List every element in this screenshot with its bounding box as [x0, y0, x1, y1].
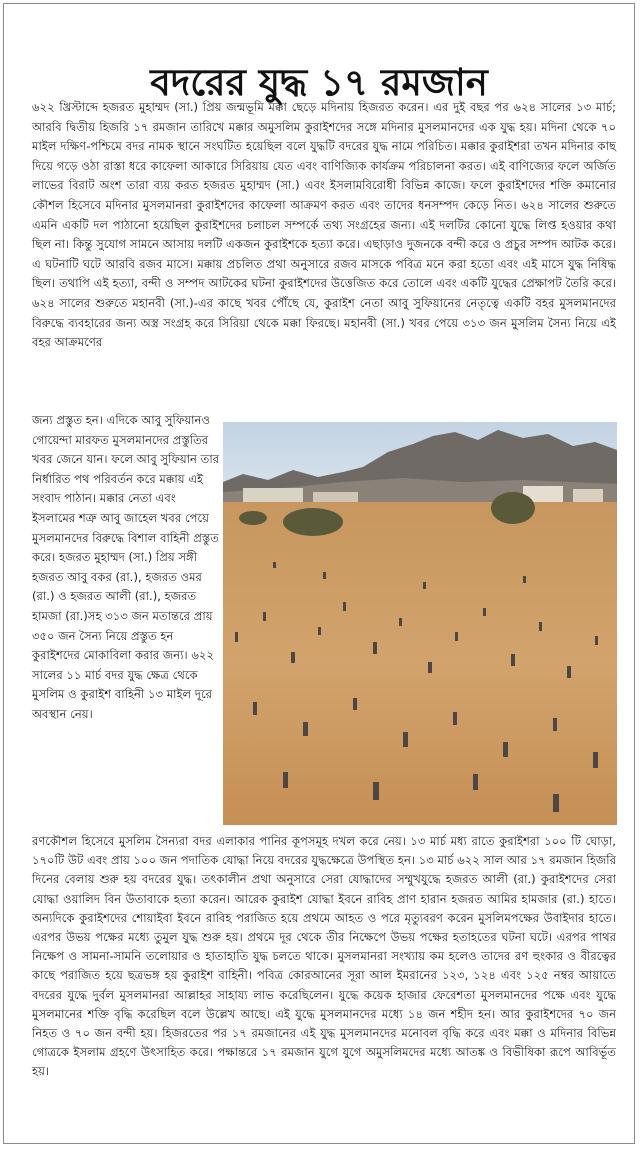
- article-closing-paragraph: রণকৌশল হিসেবে মুসলিম সৈন্যরা বদর এলাকার পানির কূপসমূহ দখল করে নেয়। ১৩ মার্চ মধ্য রাতে কুরাইশরা ১০০ টি ঘোড়া, ১৭০টি উট এবং প্রায় ১০০ জন পদাতিক যোদ্ধা নিয়ে বদরের যুদ্ধক্ষেত্রে উপস্থিত হন। ১৩ মার্চ ৬২২ সাল আর ১৭ রমজান হিজরি দিনের বেলায় শুরু হয় বদরের যুদ্ধ। তৎকালীন প্রথা অনুসারে সেরা যোদ্ধাদের সম্মুখযুদ্ধে হজরত আলী (রা.) কুরাইশদের সেরা যোদ্ধা ওয়ালিদ বিন উতাবাকে হত্যা করেন। আরেক কুরাইশ যোদ্ধা ইবনে রাবিহ প্রাণ হারান হজরত আমির হামজার (রা.) হাতে। অন্যদিকে কুরাইশদের শোয়াইবা ইবনে রাবিহ পরাজিত হয়ে প্রথমে আহত ও পরে মৃত্যুবরণ করেন মুসলিমপক্ষের উবাইদার হাতে। এরপর উভয় পক্ষের মধ্যে তুমুল যুদ্ধ শুরু হয়। প্রথমে দূর থেকে তীর নিক্ষেপে উভয় পক্ষের হতাহতের ঘটনা ঘটে। এরপর পাথর নিক্ষেপ ও সামনা-সামনি তলোয়ার ও হাতাহাতি যুদ্ধ চলতে থাকে। মুসলমানরা সংখ্যায় কম হলেও তাদের রণ হুংকার ও বীরত্বের কাছে পরাজিত হয়ে ছত্রভঙ্গ হয় কুরাইশ বাহিনী। পবিত্র কোরআনের সূরা আল ইমরানের ১২৩, ১২৪ এবং ১২৫ নম্বর আয়াতে বদরের যুদ্ধে দুর্বল মুসলমানরা আল্লাহর সাহায্য লাভ করেছিলেন। যুদ্ধে কয়েক হাজার ফেরেশতা মুসলমানদের পক্ষে এবং যুদ্ধে মুসলমানের শক্তি বৃদ্ধি করেছিল বলে উল্লেখ আছে। এই যুদ্ধে মুসলমানদের মধ্যে ১৪ জন শহীদ হন। আর কুরাইশদের ৭০ জন নিহত ও ৭০ জন বন্দী হয়। হিজরতের পর ১৭ রমজানের এই যুদ্ধ মুসলমানদের মনোবল বৃদ্ধি করে এবং মক্কা ও মদিনার বিভিন্ন গোত্রকে ইসলাম গ্রহণে উৎসাহিত করে। পক্ষান্তরে ১৭ রমজান যুগে যুগে অমুসলিমদের মধ্যে আতঙ্ক ও বিভীষিকা রূপে আবির্ভূত হয়।: [32, 834, 617, 1079]
- article-side-column: জন্য প্রস্তুত হন। এদিকে আবু সুফিয়ানও গোয়েন্দা মারফত মুসলমানদের প্রস্তুতির খবর জেনে যান। ফলে আবু সুফিয়ান তার নির্ধারিত পথ পরিবর্তন করে মক্কায় এই সংবাদ পাঠান। মক্কার নেতা এবং ইসলামের শত্রু আবু জাহেল খবর পেয়ে মুসলমানদের বিরুদ্ধে বিশাল বাহিনী প্রস্তুত করে। হজরত মুহাম্মদ (সা.) প্রিয় সঙ্গী হজরত আবু বকর (রা.), হজরত ওমর (রা.) ও হজরত আলী (রা.), হজরত হামজা (রা.)সহ ৩১৩ জন মতান্তরে প্রায় ৩৫০ জন সৈন্য নিয়ে প্রস্তুত হন কুরাইশদের মোকাবিলা করার জন্য। ৬২২ সালের ১১ মার্চ বদর যুদ্ধ ক্ষেত্র থেকে মুসলিম ও কুরাইশ বাহিনী ১৩ মাইল দূরে অবস্থান নেয়।: [32, 413, 220, 721]
- town-buildings: [243, 488, 303, 504]
- sand-ground: [223, 502, 617, 825]
- article-intro-paragraph: ৬২২ খ্রিস্টাব্দে হজরত মুহাম্মদ (সা.) প্রিয় জন্মভূমি মক্কা ছেড়ে মদিনায় হিজরত করেন। এর দুই বছর পর ৬২৪ সালের ১৩ মার্চ; আরবি দ্বিতীয় হিজরি ১৭ রমজান তারিখে মক্কার অমুসলিম কুরাইশদের সঙ্গে মদিনার মুসলমানদের এক যুদ্ধ হয়। মদিনা থেকে ৭০ মাইল দক্ষিণ-পশ্চিমে বদর নামক স্থানে সংঘটিত হয়েছিল বলে যুদ্ধটি বদরের যুদ্ধ নামে পরিচিত। মক্কার কুরাইশরা তখন মদিনার কাছ দিয়ে গড়ে ওঠা রাস্তা ধরে কাফেলা আকারে সিরিয়ায় যেত এবং বাণিজ্যিক কার্যক্রম পরিচালনা করত। এই বাণিজ্যের ফলে অর্জিত লাভের বিরাট অংশ তারা ব্যয় করত হজরত মুহাম্মদ (সা.) এবং ইসলামবিরোধী বিভিন্ন কাজে। ফলে কুরাইশদের শক্তি কমানোর কৌশল হিসেবে মদিনার মুসলমানরা কুরাইশদের কাফেলা আক্রমণ করত এবং তাদের ধনসম্পদ কেড়ে নিত। ৬২৪ সালের শুরুতে এমনি একটি দল পাঠানো হয়েছিল কুরাইশদের চলাচল সম্পর্কে তথ্য সংগ্রহের জন্য। এই দলটির কোনো যুদ্ধে লিপ্ত হওয়ার কথা ছিল না। কিন্তু সুযোগ সামনে আসায় দলটি একজন কুরাইশকে হত্যা করে। এছাড়াও দুজনকে বন্দী করে ও প্রচুর সম্পদ আটক করে। এ ঘটনাটি ঘটে আরবি রজব মাসে। মক্কায় প্রচলিত প্রথা অনুসারে রজব মাসকে পবিত্র মনে করা হতো এবং এই মাসে যুদ্ধ নিষিদ্ধ ছিল। তথাপি এই হত্যা, বন্দী ও সম্পদ আটকের ঘটনা কুরাইশদের উত্তেজিত করে তোলে এবং একটি যুদ্ধের প্রেক্ষাপট তৈরি করে। ৬২৪ সালের শুরুতে মহানবী (সা.)-এর কাছে খবর পৌঁছে যে, কুরাইশ নেতা আবু সুফিয়ানের নেতৃত্বে একটি বহর মুসলমানদের বিরুদ্ধে ব্যবহারের জন্য অস্ত্র সংগ্রহ করে সিরিয়া থেকে মক্কা ফিরছে। মহানবী (সা.) খবর পেয়ে ৩১৩ জন মুসলিম সৈন্য নিয়ে এই বহর আক্রমণের: [32, 100, 616, 350]
- article-headline: বদরের যুদ্ধ ১৭ রমজান: [150, 60, 488, 104]
- badr-graveyard-photo: [223, 422, 617, 825]
- newspaper-page: [3, 3, 635, 1144]
